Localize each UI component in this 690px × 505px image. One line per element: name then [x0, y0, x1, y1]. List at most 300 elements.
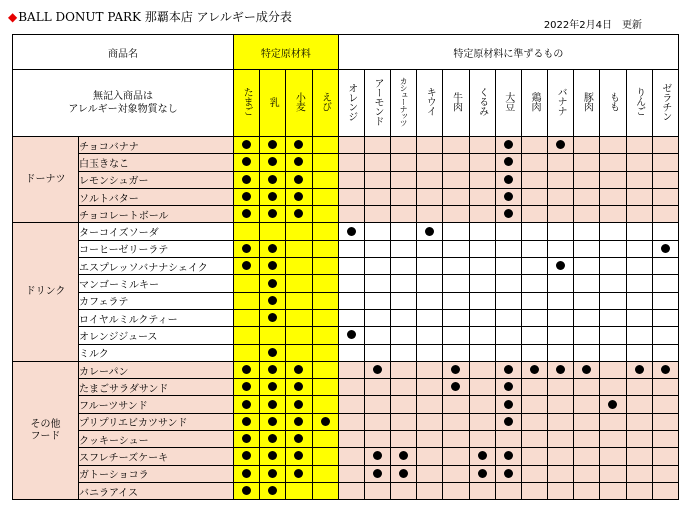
allergen-cell — [338, 344, 364, 361]
allergen-cell — [548, 309, 574, 326]
allergen-cell — [600, 188, 626, 205]
table-row — [13, 223, 679, 240]
allergen-cell — [600, 171, 626, 188]
allergen-cell — [391, 431, 417, 448]
contains-dot-icon — [504, 382, 513, 391]
contains-dot-icon — [268, 140, 277, 149]
allergen-cell — [548, 431, 574, 448]
allergen-cell — [521, 448, 547, 465]
allergen-cell — [495, 240, 521, 257]
allergen-cell — [312, 379, 338, 396]
allergen-cell — [260, 206, 286, 223]
allergen-cell — [548, 379, 574, 396]
allergen-cell — [234, 275, 260, 292]
allergen-cell — [443, 206, 469, 223]
allergen-cell — [260, 258, 286, 275]
allergen-cell — [417, 344, 443, 361]
allergen-cell — [443, 154, 469, 171]
allergen-cell — [338, 240, 364, 257]
allergen-cell — [312, 292, 338, 309]
allergen-cell — [626, 361, 652, 378]
allergen-cell — [626, 431, 652, 448]
allergen-cell — [600, 309, 626, 326]
allergen-cell — [417, 482, 443, 499]
allergen-cell — [260, 275, 286, 292]
contains-dot-icon — [294, 192, 303, 201]
table-row — [13, 206, 679, 223]
allergen-cell — [548, 344, 574, 361]
allergen-cell — [574, 137, 600, 154]
allergen-cell — [600, 240, 626, 257]
allergen-cell — [286, 309, 312, 326]
allergen-cell — [652, 431, 678, 448]
allergen-cell — [312, 431, 338, 448]
allergen-cell — [417, 275, 443, 292]
contains-dot-icon — [242, 140, 251, 149]
product-name: レモンシュガー — [79, 171, 234, 188]
allergen-cell — [652, 309, 678, 326]
allergen-cell — [495, 344, 521, 361]
allergen-cell — [652, 188, 678, 205]
allergen-cell — [548, 361, 574, 378]
allergen-label: オレンジ — [345, 82, 357, 121]
contains-dot-icon — [294, 417, 303, 426]
allergen-cell — [338, 206, 364, 223]
allergen-cell — [548, 223, 574, 240]
allergen-header — [391, 70, 417, 137]
allergen-cell — [626, 309, 652, 326]
allergen-cell — [443, 258, 469, 275]
allergen-label: バナナ — [555, 87, 567, 116]
allergen-cell — [234, 137, 260, 154]
allergen-cell — [286, 240, 312, 257]
allergen-cell — [234, 171, 260, 188]
allergen-cell — [417, 154, 443, 171]
contains-dot-icon — [294, 469, 303, 478]
allergen-cell — [260, 448, 286, 465]
allergen-label: 豚肉 — [581, 92, 593, 111]
allergen-cell — [600, 206, 626, 223]
allergen-cell — [443, 137, 469, 154]
allergen-cell — [338, 327, 364, 344]
allergen-cell — [495, 327, 521, 344]
allergen-cell — [338, 379, 364, 396]
table-row — [13, 171, 679, 188]
product-name: スフレチーズケーキ — [79, 448, 234, 465]
allergen-cell — [417, 240, 443, 257]
allergen-label: 牛肉 — [450, 92, 462, 111]
contains-dot-icon — [504, 140, 513, 149]
allergen-cell — [286, 137, 312, 154]
allergen-cell — [600, 344, 626, 361]
product-name: チョコレートボール — [79, 206, 234, 223]
allergen-cell — [521, 223, 547, 240]
allergen-cell — [234, 258, 260, 275]
contains-dot-icon — [661, 365, 670, 374]
allergen-cell — [364, 240, 390, 257]
table-row — [13, 327, 679, 344]
allergen-cell — [417, 137, 443, 154]
allergen-cell — [312, 188, 338, 205]
allergen-cell — [574, 188, 600, 205]
table-row — [13, 413, 679, 430]
table-row — [13, 137, 679, 154]
allergen-cell — [391, 137, 417, 154]
contains-dot-icon — [582, 365, 591, 374]
allergen-cell — [286, 327, 312, 344]
allergen-cell — [234, 361, 260, 378]
product-name: ミルク — [79, 344, 234, 361]
allergen-cell — [312, 137, 338, 154]
product-name: オレンジジュース — [79, 327, 234, 344]
allergen-cell — [234, 309, 260, 326]
contains-dot-icon — [504, 417, 513, 426]
allergen-header — [469, 70, 495, 137]
allergen-cell — [574, 292, 600, 309]
allergen-cell — [652, 154, 678, 171]
table-row — [13, 396, 679, 413]
allergen-cell — [260, 154, 286, 171]
allergen-cell — [521, 361, 547, 378]
allergen-cell — [469, 137, 495, 154]
product-name: コーヒーゼリーラテ — [79, 240, 234, 257]
allergen-cell — [364, 379, 390, 396]
allergen-cell — [521, 154, 547, 171]
allergen-cell — [652, 171, 678, 188]
allergen-cell — [260, 396, 286, 413]
allergen-cell — [521, 431, 547, 448]
allergen-cell — [286, 465, 312, 482]
allergen-cell — [417, 309, 443, 326]
allergen-cell — [364, 188, 390, 205]
allergen-label: 鶏肉 — [528, 92, 540, 111]
contains-dot-icon — [268, 279, 277, 288]
allergen-cell — [652, 482, 678, 499]
allergen-cell — [234, 206, 260, 223]
allergen-cell — [548, 465, 574, 482]
allergen-cell — [417, 379, 443, 396]
allergen-cell — [521, 240, 547, 257]
allergen-cell — [626, 154, 652, 171]
contains-dot-icon — [242, 400, 251, 409]
allergen-cell — [443, 292, 469, 309]
allergen-cell — [469, 396, 495, 413]
allergen-cell — [338, 431, 364, 448]
allergen-cell — [521, 292, 547, 309]
allergen-cell — [626, 258, 652, 275]
allergen-cell — [364, 482, 390, 499]
allergen-cell — [495, 361, 521, 378]
contains-dot-icon — [504, 157, 513, 166]
contains-dot-icon — [294, 157, 303, 166]
allergen-cell — [391, 154, 417, 171]
allergen-cell — [286, 379, 312, 396]
allergen-cell — [652, 379, 678, 396]
contains-dot-icon — [268, 296, 277, 305]
allergen-cell — [443, 240, 469, 257]
product-name: ガトーショコラ — [79, 465, 234, 482]
allergen-cell — [469, 292, 495, 309]
allergen-cell — [338, 223, 364, 240]
note-header — [13, 70, 234, 137]
allergen-cell — [652, 137, 678, 154]
table-row — [13, 240, 679, 257]
table-row — [13, 258, 679, 275]
category-name: ドリンク — [25, 286, 66, 298]
contains-dot-icon — [268, 209, 277, 218]
allergen-cell — [626, 482, 652, 499]
allergen-header — [364, 70, 390, 137]
allergen-cell — [469, 344, 495, 361]
allergen-cell — [574, 344, 600, 361]
allergen-cell — [260, 361, 286, 378]
product-name: ソルトバター — [79, 188, 234, 205]
allergen-cell — [391, 448, 417, 465]
contains-dot-icon — [268, 244, 277, 253]
allergen-cell — [364, 154, 390, 171]
allergen-header — [260, 70, 286, 137]
allergen-cell — [260, 188, 286, 205]
contains-dot-icon — [242, 486, 251, 495]
allergen-cell — [469, 206, 495, 223]
table-row — [13, 188, 679, 205]
allergen-cell — [652, 275, 678, 292]
contains-dot-icon — [294, 175, 303, 184]
allergen-cell — [574, 465, 600, 482]
contains-dot-icon — [268, 486, 277, 495]
allergen-cell — [574, 154, 600, 171]
contains-dot-icon — [451, 365, 460, 374]
allergen-cell — [626, 292, 652, 309]
allergen-label: カシューナッツ — [399, 77, 409, 126]
allergen-cell — [286, 258, 312, 275]
allergen-cell — [286, 361, 312, 378]
allergen-cell — [234, 223, 260, 240]
product-name: エスプレッソバナナシェイク — [79, 258, 234, 275]
allergen-cell — [260, 465, 286, 482]
allergen-cell — [417, 188, 443, 205]
allergen-cell — [548, 448, 574, 465]
contains-dot-icon — [242, 365, 251, 374]
allergen-cell — [548, 240, 574, 257]
contains-dot-icon — [294, 434, 303, 443]
product-name: ターコイズソーダ — [79, 223, 234, 240]
allergen-cell — [469, 431, 495, 448]
note-line-1: 無記入商品は — [93, 91, 153, 102]
table-row — [13, 431, 679, 448]
page-title — [8, 8, 292, 25]
contains-dot-icon — [294, 451, 303, 460]
allergen-cell — [391, 292, 417, 309]
allergen-cell — [521, 465, 547, 482]
allergen-label: アーモンド — [371, 77, 383, 126]
allergen-cell — [443, 361, 469, 378]
allergen-cell — [548, 482, 574, 499]
contains-dot-icon — [242, 244, 251, 253]
allergen-cell — [364, 275, 390, 292]
allergen-cell — [364, 431, 390, 448]
allergen-cell — [495, 465, 521, 482]
allergen-cell — [495, 206, 521, 223]
allergen-cell — [260, 240, 286, 257]
allergen-cell — [574, 240, 600, 257]
table-row — [13, 448, 679, 465]
allergen-cell — [469, 188, 495, 205]
allergen-cell — [364, 309, 390, 326]
allergen-cell — [548, 396, 574, 413]
contains-dot-icon — [347, 227, 356, 236]
contains-dot-icon — [661, 244, 670, 253]
allergen-cell — [548, 137, 574, 154]
contains-dot-icon — [294, 209, 303, 218]
allergen-cell — [495, 292, 521, 309]
contains-dot-icon — [268, 400, 277, 409]
allergen-cell — [600, 275, 626, 292]
product-name: ロイヤルミルクティー — [79, 309, 234, 326]
allergen-cell — [652, 240, 678, 257]
allergen-cell — [443, 431, 469, 448]
table-row — [13, 482, 679, 499]
allergen-label: 乳 — [267, 96, 279, 107]
allergen-cell — [574, 396, 600, 413]
allergen-cell — [286, 431, 312, 448]
allergen-cell — [312, 413, 338, 430]
allergen-cell — [338, 413, 364, 430]
allergen-cell — [286, 275, 312, 292]
allergen-cell — [521, 327, 547, 344]
product-name: 白玉きなこ — [79, 154, 234, 171]
contains-dot-icon — [347, 330, 356, 339]
table-row — [13, 154, 679, 171]
allergen-cell — [338, 448, 364, 465]
allergen-cell — [600, 223, 626, 240]
allergen-cell — [260, 379, 286, 396]
allergen-cell — [260, 292, 286, 309]
allergen-label: もも — [607, 92, 619, 111]
allergen-cell — [574, 309, 600, 326]
allergen-cell — [338, 137, 364, 154]
allergen-cell — [260, 482, 286, 499]
allergen-table — [12, 34, 679, 500]
allergen-cell — [443, 465, 469, 482]
allergen-cell — [364, 206, 390, 223]
allergen-cell — [600, 258, 626, 275]
allergen-cell — [364, 171, 390, 188]
contains-dot-icon — [268, 348, 277, 357]
allergen-cell — [443, 396, 469, 413]
allergen-cell — [626, 327, 652, 344]
allergen-cell — [521, 379, 547, 396]
allergen-cell — [286, 413, 312, 430]
allergen-cell — [469, 413, 495, 430]
allergen-cell — [548, 206, 574, 223]
contains-dot-icon — [294, 365, 303, 374]
product-name: カフェラテ — [79, 292, 234, 309]
allergen-label: くるみ — [476, 87, 488, 116]
allergen-cell — [260, 309, 286, 326]
allergen-header — [312, 70, 338, 137]
allergen-cell — [260, 431, 286, 448]
contains-dot-icon — [242, 157, 251, 166]
contains-dot-icon — [373, 451, 382, 460]
table-row — [13, 379, 679, 396]
allergen-cell — [626, 465, 652, 482]
allergen-cell — [417, 292, 443, 309]
allergen-cell — [312, 396, 338, 413]
category-cell — [13, 223, 79, 361]
contains-dot-icon — [294, 382, 303, 391]
allergen-cell — [548, 275, 574, 292]
allergen-cell — [521, 482, 547, 499]
allergen-cell — [338, 482, 364, 499]
allergen-cell — [626, 171, 652, 188]
allergen-cell — [652, 292, 678, 309]
allergen-cell — [338, 396, 364, 413]
category-cell — [13, 361, 79, 499]
allergen-cell — [574, 327, 600, 344]
allergen-cell — [364, 361, 390, 378]
contains-dot-icon — [425, 227, 434, 236]
allergen-cell — [443, 379, 469, 396]
allergen-cell — [600, 379, 626, 396]
allergen-cell — [234, 431, 260, 448]
contains-dot-icon — [268, 157, 277, 166]
allergen-cell — [312, 223, 338, 240]
allergen-cell — [574, 482, 600, 499]
allergen-cell — [391, 465, 417, 482]
contains-dot-icon — [268, 365, 277, 374]
allergen-cell — [391, 482, 417, 499]
contains-dot-icon — [451, 382, 460, 391]
specific-header: 特定原材料 — [234, 35, 339, 70]
allergen-cell — [391, 344, 417, 361]
allergen-cell — [469, 465, 495, 482]
allergen-cell — [234, 465, 260, 482]
product-header: 商品名 — [13, 35, 234, 70]
contains-dot-icon — [556, 261, 565, 270]
allergen-cell — [443, 344, 469, 361]
allergen-cell — [521, 137, 547, 154]
allergen-cell — [286, 206, 312, 223]
allergen-cell — [495, 258, 521, 275]
allergen-cell — [417, 448, 443, 465]
contains-dot-icon — [268, 313, 277, 322]
allergen-cell — [443, 309, 469, 326]
allergen-cell — [391, 275, 417, 292]
allergen-cell — [600, 361, 626, 378]
allergen-cell — [338, 154, 364, 171]
allergen-cell — [521, 275, 547, 292]
allergen-cell — [234, 482, 260, 499]
allergen-cell — [234, 292, 260, 309]
allergen-cell — [338, 171, 364, 188]
contains-dot-icon — [530, 365, 539, 374]
allergen-cell — [234, 327, 260, 344]
allergen-label: りんご — [633, 87, 645, 116]
allergen-cell — [312, 344, 338, 361]
contains-dot-icon — [242, 175, 251, 184]
allergen-cell — [417, 327, 443, 344]
allergen-cell — [626, 344, 652, 361]
allergen-header — [417, 70, 443, 137]
allergen-cell — [312, 361, 338, 378]
allergen-cell — [495, 137, 521, 154]
allergen-cell — [626, 240, 652, 257]
contains-dot-icon — [373, 469, 382, 478]
allergen-cell — [260, 344, 286, 361]
allergen-header — [600, 70, 626, 137]
allergen-cell — [417, 361, 443, 378]
